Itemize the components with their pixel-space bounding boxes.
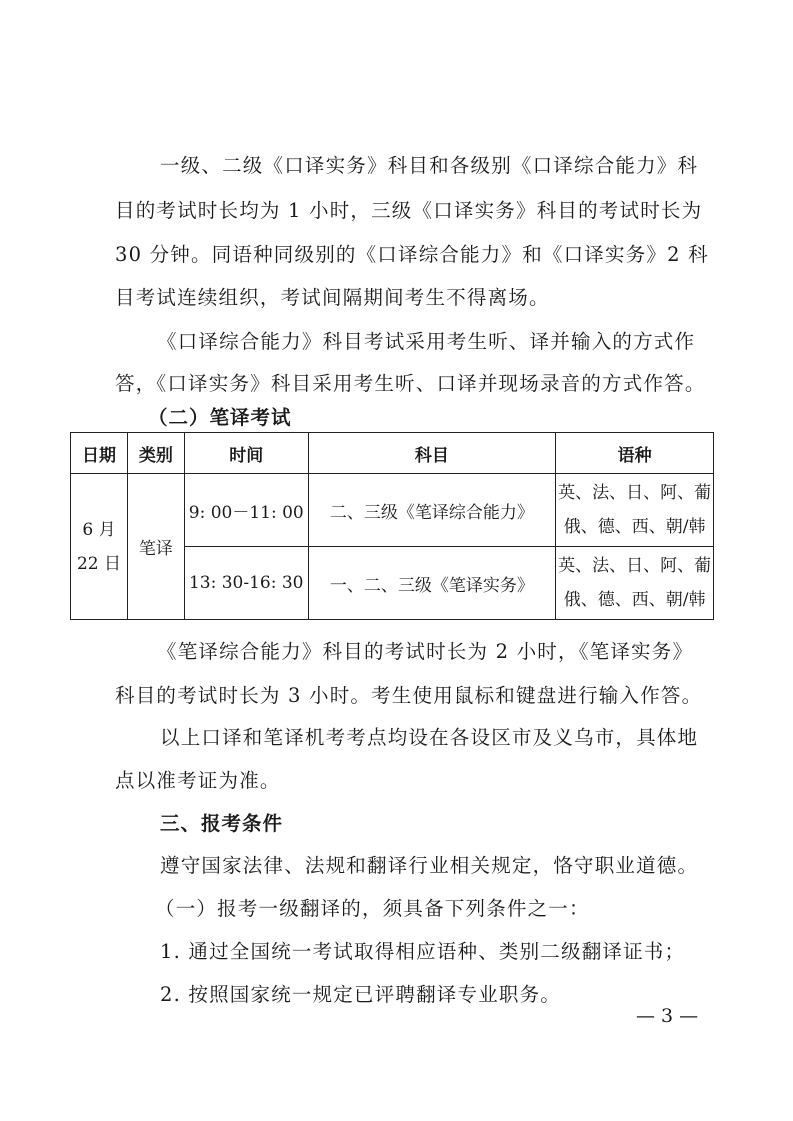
- category-cell: 笔译: [127, 474, 184, 620]
- paragraph-1-line-3: 30 分钟。同语种同级别的《口译综合能力》和《口译实务》2 科: [115, 243, 709, 266]
- paragraph-4-line-1: 以上口译和笔译机考考点均设在各设区市及义乌市，具体地: [160, 726, 699, 749]
- list-item-2: 2. 按照国家统一规定已评聘翻译专业职务。: [160, 983, 562, 1006]
- paragraph-1-line-1: 一级、二级《口译实务》科目和各级别《口译综合能力》科: [160, 154, 699, 177]
- table-header-row: [71, 433, 714, 474]
- paragraph-3-line-2: 科目的考试时长为 3 小时。考生使用鼠标和键盘进行输入作答。: [115, 684, 703, 707]
- paragraph-2-line-2: 答，《口译实务》科目采用考生听、口译并现场录音的方式作答。: [115, 372, 706, 395]
- time-cell: 9: 00－11: 00: [184, 474, 308, 547]
- list-item-1: 1. 通过全国统一考试取得相应语种、类别二级翻译证书；: [160, 940, 686, 963]
- paragraph-1-line-2: 目的考试时长均为 1 小时，三级《口译实务》科目的考试时长为: [115, 199, 703, 222]
- language-cell: [556, 547, 714, 620]
- language-line-1: 英、法、日、阿、葡: [558, 483, 712, 503]
- paragraph-1-line-4: 目考试连续组织，考试间隔期间考生不得离场。: [115, 286, 550, 309]
- table-row: [71, 474, 714, 547]
- paragraph-4-line-2: 点以准考证为准。: [115, 769, 281, 792]
- subheading-translation-exam: （二）笔译考试: [148, 406, 292, 429]
- time-cell: 13: 30-16: 30: [184, 547, 308, 620]
- page-number: — 3 —: [636, 1005, 699, 1027]
- language-line-2: 俄、德、西、朝/韩: [563, 590, 706, 610]
- header-time: 时间: [184, 433, 308, 474]
- subject-cell: 一、二、三级《笔译实务》: [308, 547, 556, 620]
- header-date: 日期: [71, 433, 128, 474]
- paragraph-6: （一）报考一级翻译的，须具备下列条件之一：: [155, 897, 590, 920]
- exam-schedule-table: [70, 432, 714, 620]
- header-category: 类别: [127, 433, 184, 474]
- date-month: 6 月: [82, 519, 116, 540]
- date-day: 22 日: [76, 553, 121, 574]
- paragraph-3-line-1: 《笔译综合能力》科目的考试时长为 2 小时，《笔译实务》: [157, 640, 694, 663]
- subject-cell: 二、三级《笔译综合能力》: [308, 474, 556, 547]
- language-line-1: 英、法、日、阿、葡: [558, 556, 712, 576]
- header-subject: 科目: [308, 433, 556, 474]
- paragraph-2-line-1: 《口译综合能力》科目考试采用考生听、译并输入的方式作: [157, 330, 696, 353]
- section-3-heading: 三、报考条件: [160, 812, 284, 835]
- header-language: 语种: [556, 433, 714, 474]
- language-cell: [556, 474, 714, 547]
- paragraph-5: 遵守国家法律、法规和翻译行业相关规定，恪守职业道德。: [160, 854, 699, 877]
- language-line-2: 俄、德、西、朝/韩: [563, 517, 706, 537]
- date-cell: [71, 474, 128, 620]
